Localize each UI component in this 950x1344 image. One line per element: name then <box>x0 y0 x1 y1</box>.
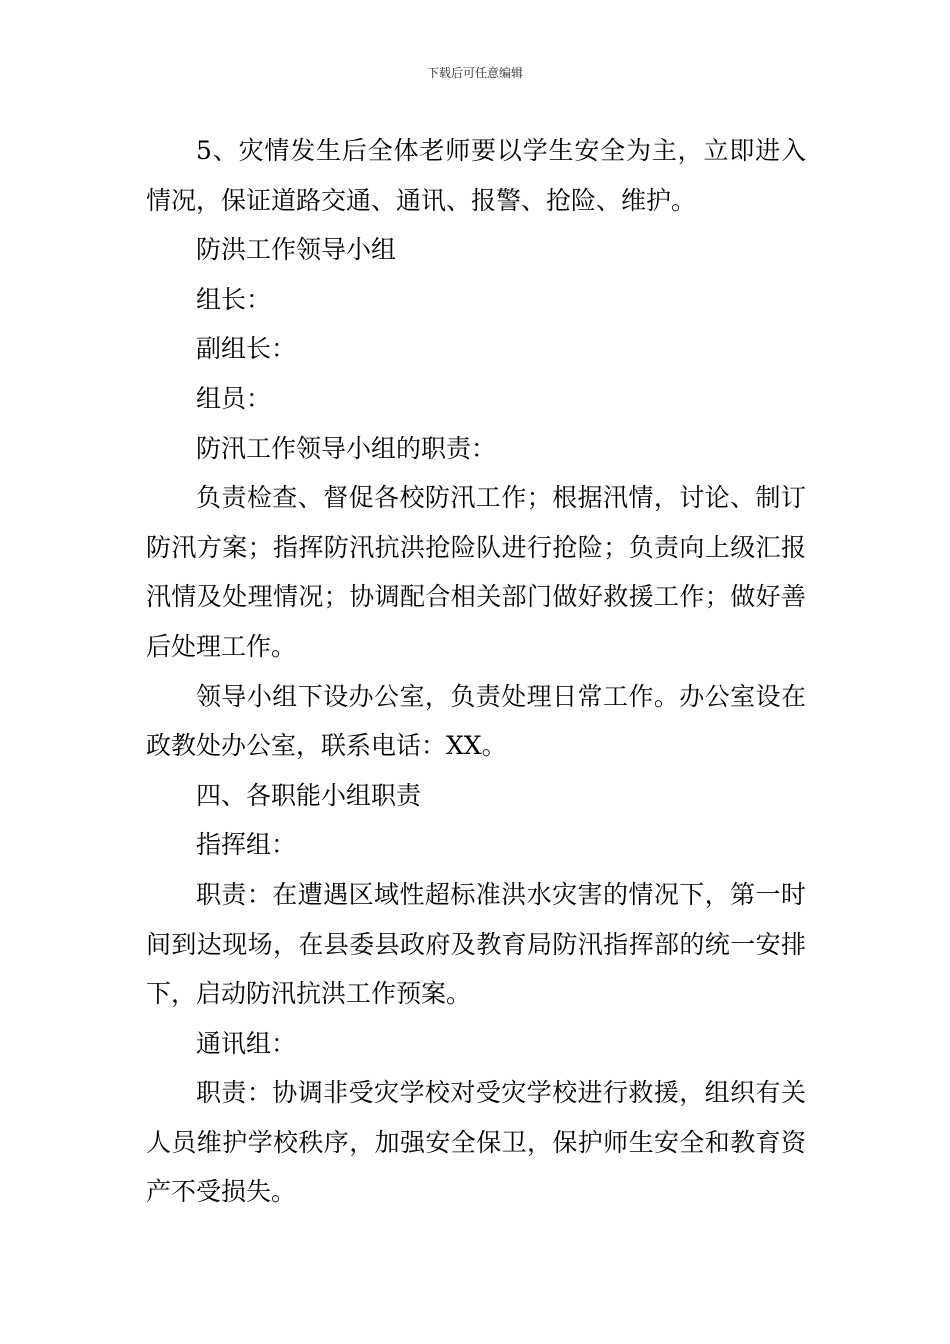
group-leader-line: 组长： <box>196 284 272 314</box>
heading-section-four: 四、各职能小组职责 <box>196 780 422 810</box>
group-members-line: 组员： <box>196 383 272 413</box>
paragraph-command-duties: 职责：在遭遇区域性超标准洪水灾害的情况下，第一时间到达现场，在县委县政府及教育局防汛指挥部的统一安排下，启动防汛抗洪工作预案。 <box>146 879 806 1009</box>
heading-communication-group: 通讯组： <box>196 1028 297 1058</box>
paragraph-leadership-duties: 负责检查、督促各校防汛工作；根据汛情，讨论、制订防汛方案；指挥防汛抗洪抢险队进行抢险；负责向上级汇报汛情及处理情况；协调配合相关部门做好救援工作；做好善后处理工作。 <box>146 483 806 661</box>
page-header: 下载后可任意编辑 <box>426 66 523 80</box>
heading-flood-leadership-group: 防洪工作领导小组 <box>196 235 397 265</box>
heading-leadership-duties: 防汛工作领导小组的职责： <box>196 433 497 463</box>
paragraph-disaster-response: 5、灾情发生后全体老师要以学生安全为主，立即进入情况，保证道路交通、通讯、报警、抢险、维护。 <box>146 136 806 215</box>
paragraph-communication-duties: 职责：协调非受灾学校对受灾学校进行救援，组织有关人员维护学校秩序，加强安全保卫，保护师生安全和教育资产不受损失。 <box>146 1078 806 1207</box>
deputy-leader-line: 副组长： <box>196 334 297 364</box>
heading-command-group: 指挥组： <box>196 830 297 860</box>
paragraph-office: 领导小组下设办公室，负责处理日常工作。办公室设在政教处办公室，联系电话：XX。 <box>146 681 806 761</box>
document-body <box>146 126 806 1217</box>
